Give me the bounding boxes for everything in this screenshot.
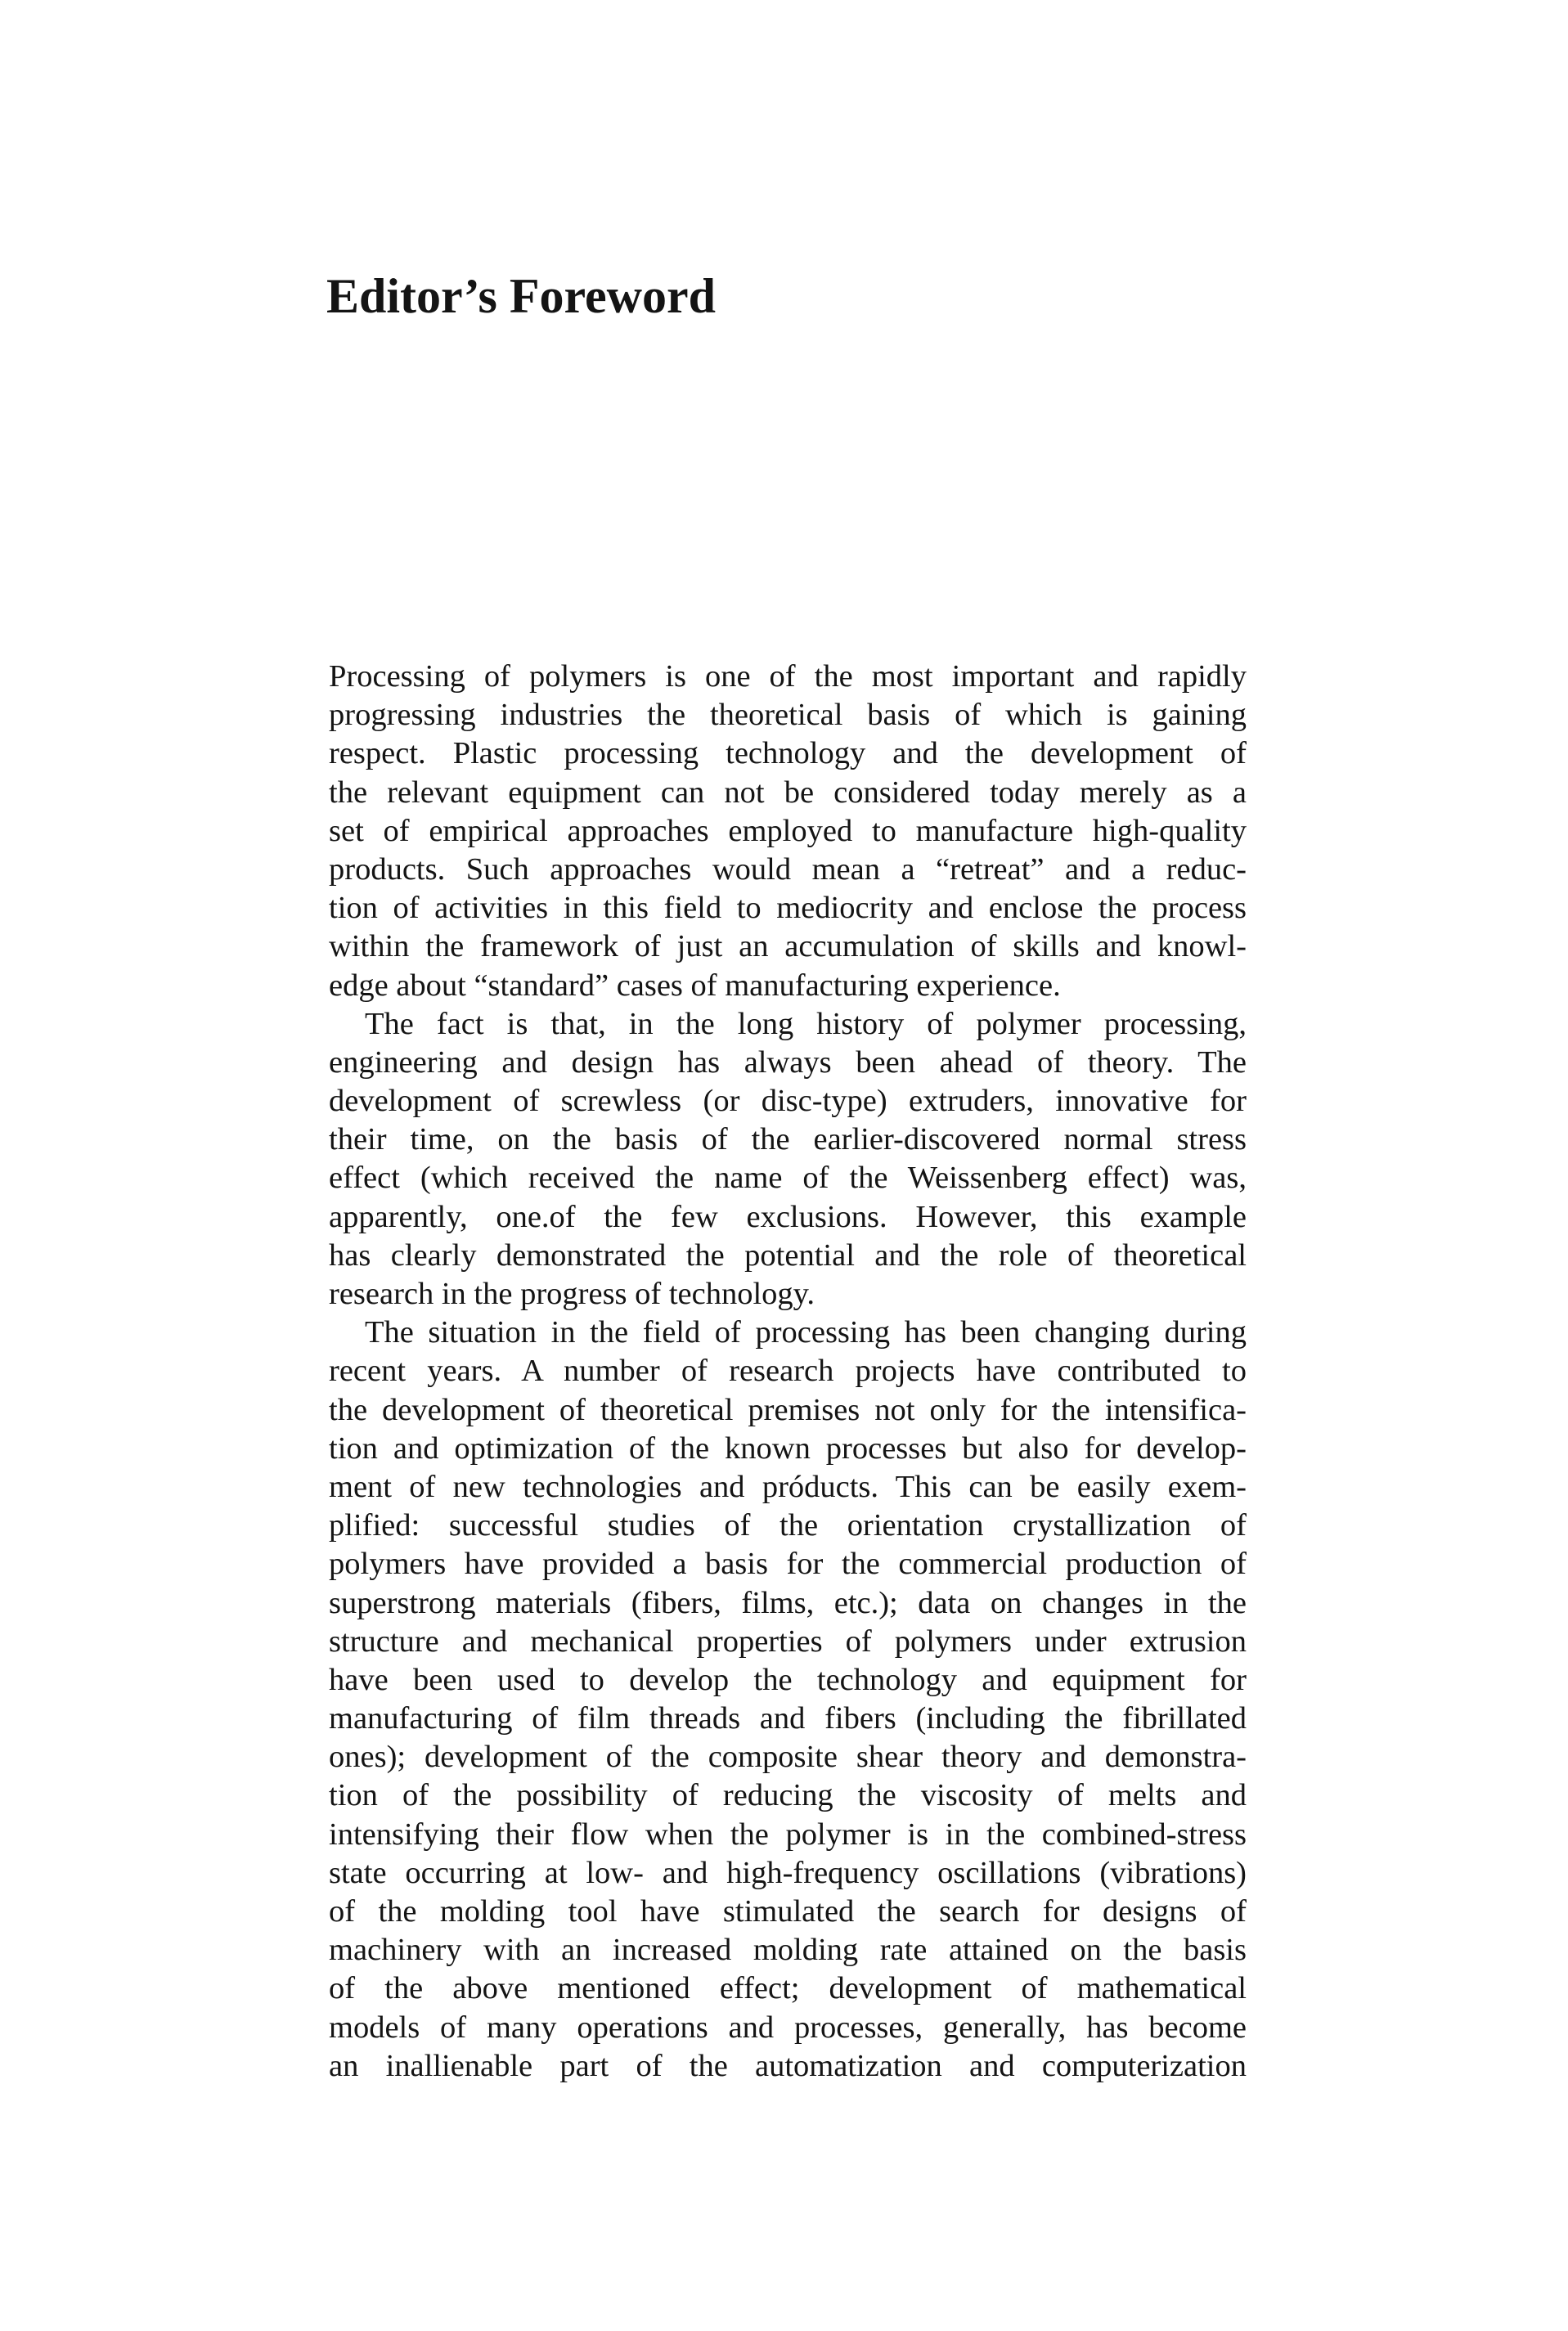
text-line: The situation in the field of processing has been changing during [365, 1315, 1247, 1350]
text-line: an inallienable part of the automatization and computerization [329, 2048, 1247, 2083]
text-line: progressing industries the theoretical basis of which is gaining [329, 698, 1247, 733]
text-line: The fact is that, in the long history of polymer processing, [365, 1006, 1247, 1041]
text-line: research in the progress of technology. [329, 1277, 815, 1311]
text-line: state occurring at low- and high-frequency oscillations (vibrations) [329, 1855, 1247, 1890]
text-line: development of screwless (or disc-type) extruders, innovative for [329, 1084, 1247, 1119]
page-title: Editor’s Foreword [326, 269, 717, 323]
text-line: plified: successful studies of the orientation crystallization of [329, 1508, 1247, 1543]
text-line: machinery with an increased molding rate attained on the basis [329, 1933, 1247, 1968]
body-text [329, 658, 1247, 2086]
text-line: the relevant equipment can not be considered today merely as a [329, 775, 1247, 810]
text-line: structure and mechanical properties of polymers under extrusion [329, 1624, 1247, 1659]
text-line: superstrong materials (fibers, films, etc.); data on changes in the [329, 1585, 1247, 1620]
text-line: tion of activities in this field to mediocrity and enclose the process [329, 891, 1247, 926]
paragraph-2 [329, 1005, 1247, 1314]
text-line: of the above mentioned effect; development of mathematical [329, 1971, 1247, 2006]
text-line: effect (which received the name of the Weissenberg effect) was, [329, 1161, 1247, 1196]
text-line: has clearly demonstrated the potential and the role of theoretical [329, 1237, 1247, 1273]
text-line: the development of theoretical premises not only for the intensifica- [329, 1392, 1247, 1427]
text-line: respect. Plastic processing technology and the development of [329, 736, 1247, 771]
text-line: their time, on the basis of the earlier-discovered normal stress [329, 1122, 1247, 1157]
text-line: apparently, one.of the few exclusions. However, this example [329, 1199, 1247, 1234]
text-line: products. Such approaches would mean a “retreat” and a reduc- [329, 851, 1247, 887]
text-line: manufacturing of film threads and fibers (including the fibrillated [329, 1701, 1247, 1736]
text-line: tion of the possibility of reducing the viscosity of melts and [329, 1778, 1247, 1813]
text-line: Processing of polymers is one of the most important and rapidly [329, 659, 1247, 694]
text-line: ment of new technologies and próducts. This can be easily exem- [329, 1469, 1247, 1504]
text-line: edge about “standard” cases of manufacturing experience. [329, 968, 1061, 1003]
paragraph-3 [329, 1314, 1247, 2086]
text-line: of the molding tool have stimulated the search for designs of [329, 1894, 1247, 1929]
text-line: tion and optimization of the known processes but also for develop- [329, 1430, 1247, 1466]
text-line: set of empirical approaches employed to manufacture high-quality [329, 813, 1247, 848]
text-line: within the framework of just an accumulation of skills and knowl- [329, 929, 1247, 964]
text-line: intensifying their flow when the polymer is in the combined-stress [329, 1817, 1247, 1852]
text-line: polymers have provided a basis for the commercial production of [329, 1547, 1247, 1582]
paragraph-1 [329, 658, 1247, 1005]
text-line: have been used to develop the technology and equipment for [329, 1662, 1247, 1697]
text-line: ones); development of the composite shear theory and demonstra- [329, 1740, 1247, 1775]
text-line: models of many operations and processes, generally, has become [329, 2010, 1247, 2045]
text-line: engineering and design has always been ahead of theory. The [329, 1044, 1247, 1080]
text-line: recent years. A number of research projects have contributed to [329, 1354, 1247, 1389]
